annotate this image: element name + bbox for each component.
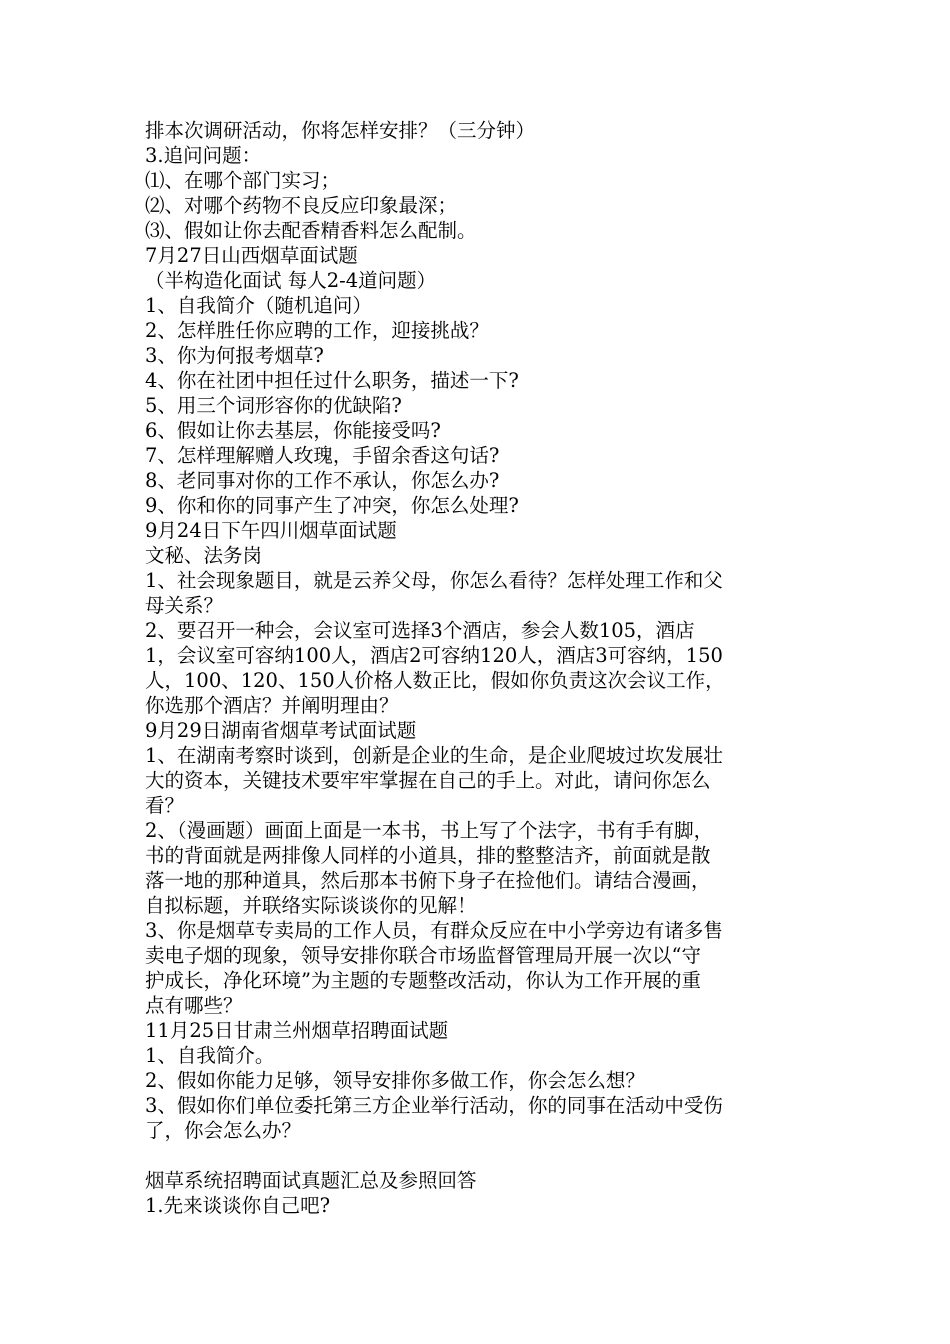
text-line: 大的资本，关键技术要牢牢掌握在自己的手上。对此，请问你怎么 [145,769,711,792]
text-line: 烟草系统招聘面试真题汇总及参照回答 [145,1169,477,1192]
text-line: 2、（漫画题）画面上面是一本书，书上写了个法字，书有手有脚， [145,819,714,842]
text-line: 1、自我简介（随机追问） [145,294,372,317]
text-line: 护成长，净化环境”为主题的专题整改活动，你认为工作开展的重 [145,969,701,992]
text-line: 落一地的那种道具，然后那本书俯下身子在捡他们。请结合漫画， [145,869,711,892]
text-line: 9月24日下午四川烟草面试题 [145,519,397,542]
text-line: 母关系？ [145,594,224,617]
text-line: ⑵、对哪个药物不良反应印象最深； [145,194,458,217]
text-line: 4、你在社团中担任过什么职务，描述一下? [145,369,519,392]
text-line: 5、用三个词形容你的优缺陷? [145,394,402,417]
text-line: 点有哪些？ [145,994,243,1017]
text-line: 3、假如你们单位委托第三方企业举行活动，你的同事在活动中受伤 [145,1094,723,1117]
text-line: 2、怎样胜任你应聘的工作，迎接挑战？ [145,319,489,342]
text-line: 1、在湖南考察时谈到，创新是企业的生命，是企业爬坡过坎发展壮 [145,744,723,767]
text-line: 1、自我简介。 [145,1044,275,1067]
text-line: 11月25日甘肃兰州烟草招聘面试题 [145,1019,449,1042]
text-line: 8、老同事对你的工作不承认，你怎么办? [145,469,500,492]
text-line: ⑶、假如让你去配香精香料怎么配制。 [145,219,477,242]
text-line: 了，你会怎么办？ [145,1119,302,1142]
text-line: 1、社会现象题目，就是云养父母，你怎么看待？怎样处理工作和父 [145,569,723,592]
text-line: 6、假如让你去基层，你能接受吗? [145,419,441,442]
text-line: 2、要召开一种会，会议室可选择3个酒店，参会人数105，酒店 [145,619,695,642]
text-line: 2、假如你能力足够，领导安排你多做工作，你会怎么想？ [145,1069,645,1092]
document-page [145,118,813,1218]
text-line: ⑴、在哪个部门实习； [145,169,341,192]
text-line: 自拟标题，并联络实际谈谈你的见解！ [145,894,477,917]
text-line: 你选那个酒店？并阐明理由？ [145,694,399,717]
text-line: 1.先来谈谈你自己吧? [145,1194,331,1217]
text-line: 3、你是烟草专卖局的工作人员，有群众反应在中小学旁边有诸多售 [145,919,723,942]
text-line: 7月27日山西烟草面试题 [145,244,358,267]
text-line: 3、你为何报考烟草? [145,344,324,367]
text-line: 排本次调研活动，你将怎样安排？（三分钟） [145,119,536,142]
text-line: 卖电子烟的现象，领导安排你联合市场监督管理局开展一次以“守 [145,944,701,967]
text-line: 文秘、法务岗 [145,544,263,567]
text-line: 看？ [145,794,185,817]
text-line: 7、怎样理解赠人玫瑰，手留余香这句话? [145,444,500,467]
text-line: 9月29日湖南省烟草考试面试题 [145,719,417,742]
blank-line [145,1143,813,1168]
text-line: 3.追问问题： [145,144,262,167]
text-line: （半构造化面试 每人2-4道问题） [145,269,437,292]
text-line: 9、你和你的同事产生了冲突，你怎么处理? [145,494,519,517]
text-line: 书的背面就是两排像人同样的小道具，排的整整洁齐，前面就是散 [145,844,711,867]
text-line: 1，会议室可容纳100人，酒店2可容纳120人，酒店3可容纳，150 [145,644,723,667]
text-line: 人，100、120、150人价格人数正比，假如你负责这次会议工作， [145,669,725,692]
